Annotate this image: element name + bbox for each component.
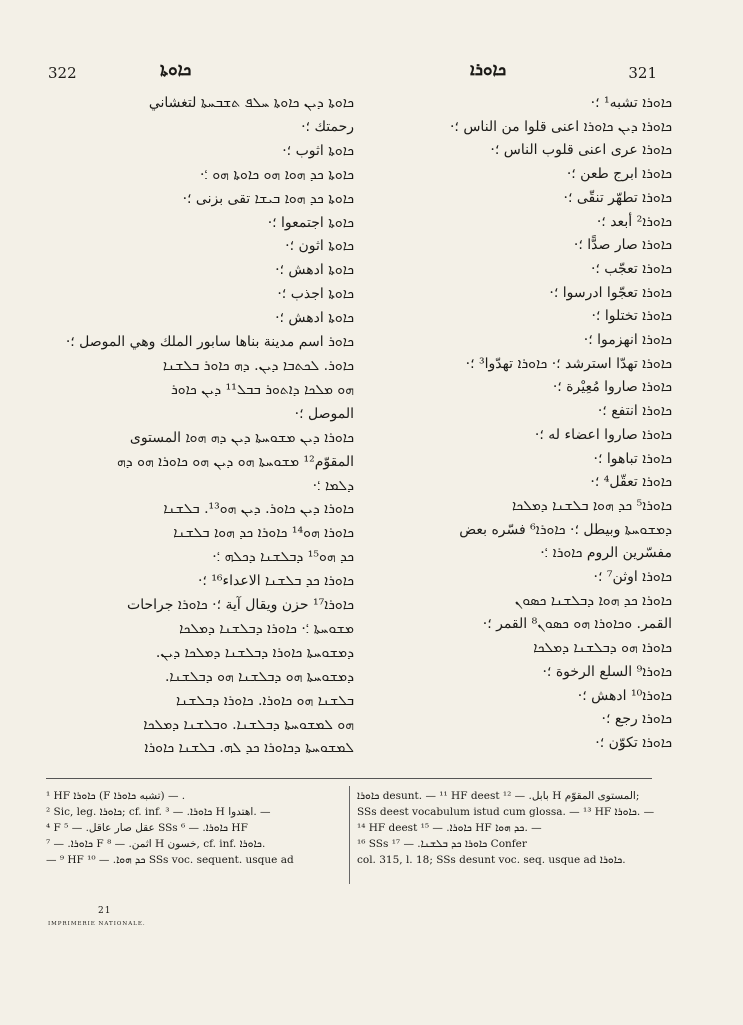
entry-line: ܟܐܘܪ اسم مدينة بناها سابور الملك وهي الموصل ؛· [65,334,354,351]
entry-line: ܟܐܘܬܐ ادهش ؛· [275,310,354,327]
right-running-title: ܟܐܘܪܐ [470,60,507,80]
entry-line: ܟܐܘܬܐ ܕܝܢ ܟܐܘܬܐ ܚܠܦ ܬܫܒܚܬܐ لتغشاني [148,95,354,111]
entry-line: ܟܐܘܪܐ ܟܕ ܒܠܫܢܐ الاعداء¹⁶ ؛· [197,573,354,590]
entry-line: ܟܐܘܪܐ ܗܘ¹⁴ ܟܐܘܪܐ ܟܕ ܗܘܐ ܒܠܫܢܐ [173,525,354,542]
entry-line: ܕܡܫܘܚܬܐ ܟܐܘܪܐ ܕܒܠܫܢܐ ܕܡܠܟܐ ܕܝܢ. [155,644,354,661]
footnote-line: — ⁹ HF ܟܕ ܗܘܐ. — ¹⁰ SSs voc. sequent. usque ad [46,854,294,866]
entry-line: ܟܐܘܪ. ܠܟܬܒܐ ܕܝܢ. ܕܗ ܟܐܘܪ ܒܠܫܢܐ [162,357,354,374]
imprint-line: IMPRIMERIE NATIONALE. [48,921,146,927]
left-column [38,92,354,764]
footnote-line: ² Sic, leg. ܟܐܘܪܐ; cf. inf. ܟܐܘܪܐ. — ³ H اهتدوا. — [46,806,271,818]
entry-line: ܟܐܘܪܐ¹⁰ ادهش ؛· [577,687,672,704]
entry-line: ܟܕ ܗܘ¹⁵ ܕܒܠܫܢܐ ܕܟܠܗ ؛· [212,549,354,566]
entry-line: ܟܐܘܪܐ² أبعد ؛· [596,213,672,230]
entry-line: المقوّم¹² ܡܫܘܚܬܐ ܗܘ ܕܝܢ ܗܘ ܟܐܘܪܐ ܗܘ ܕܗ [117,453,354,470]
footnote-line: ⁴ F عقل صار عاقل. — ⁵ SSs ܟܐܘܪܐ. — ⁶ HF [46,822,248,834]
footnote-line: ¹ HF ܟܐܘܪܐ (F تشبه ܟܐܘܪܐ) — . [46,790,186,802]
entry-line: ܡܫܘܚܬܐ ؛· ܟܐܘܪܐ ܕܒܠܫܢܐ ܕܡܠܟܐ [179,620,354,637]
entry-line: ܟܐܘܬܐ اثون ؛· [285,238,354,255]
entry-line: ܕܡܫܘܚܬܐ ܗܘ ܕܒܠܫܢܐ ܗܘ ܕܒܠܫܢܐ. [164,668,354,685]
entry-line: ܟܐܘܪܐ تعقّل⁴ ؛· [590,474,672,491]
entry-line: ܟܐܘܪܐ تعجّوا ادرسوا ؛· [549,284,672,301]
right-column [356,92,672,764]
left-page-number: 322 [48,64,77,82]
entry-line: ܟܐܘܪܐ ابرج طعن ؛· [566,166,672,183]
footnote-line: SSs deest vocabulum istud cum glossa. — ¹³ HF ܟܐܘܪܐ. — [357,806,655,818]
footnote-line: ܟܐܘܪܐ. — ⁷ F اثمن. — ⁸ H خسون, cf. inf. ܟܐܘܪܐ. [46,838,266,850]
footnote-rule [46,778,652,779]
left-running-title: ܟܐܘܬܐ [160,60,192,80]
footnote-line: ¹⁴ HF deest ܟܐܘܪܐ. — ¹⁵ HF ܟܕ ܗܘܐ. — [357,822,542,834]
entry-line: ܟܐܘܪܐ عرى اعنى قلوب الناس ؛· [490,142,672,159]
entry-line: ܟܐܘܪܐ اوثن⁷ ؛· [593,569,672,586]
footnote-line: ܟܐܘܪܐ desunt. — ¹¹ HF deest بابل. — ¹² H المستوى المقوّم; [357,790,640,802]
entry-line: ܟܐܘܪܐ تعجّب ؛· [590,260,672,277]
entry-line: ܕܡܫܘܚܬܐ وبيطل ؛· ܟܐܘܪܐ⁶ فسّره بعض [459,521,672,538]
entry-line: ܟܐܘܪܐ صاروا مُعِيْرة ؛· [552,379,672,396]
entry-line: مفسّرين الروم ܟܐܘܪܐ ؛· [540,545,672,562]
entry-line: ܟܐܘܬܐ ܟܕ ܗܘܐ ܒܝܫܐ تقى بزنى ؛· [182,190,354,207]
entry-line: ܟܐܘܪܐ⁹ السلع الرخوة ؛· [542,663,672,680]
entry-line: رحمتك ؛· [301,118,354,135]
entry-line: ܟܐܘܪܐ تشبه¹ ؛· [590,95,672,111]
entry-line: ܟܐܘܪܐ¹⁷ حزن ويقال آية ؛· ܟܐܘܪܐ جراحات [127,597,354,614]
entry-line: ܟܐܘܪܐ صار صدًّا ؛· [573,237,672,254]
entry-line: ܟܐܘܪܐ تهدّا استرشد ؛· ܟܐܘܪܐ تهدّوا³ ؛· [465,355,672,372]
signature-mark: 21 [98,906,112,916]
entry-line: ܟܐܘܬܐ ܟܕ ܗܘܐ ܗܘ ܟܐܘܬܐ ܗܘ ؛· [199,166,354,183]
entry-line: ܟܐܘܪܐ ܕܝܢ ܟܐܘܪ. ܕܝܢ ܗܘ¹³. ܒܠܫܢܐ [163,501,354,518]
entry-line: القمر. ܘܟܐܘܪܐ ܗܘ ܟܣܘܢ⁸ القمر ؛· [482,616,672,633]
entry-line: ܟܐܘܬܐ اجتمعوا ؛· [267,214,354,231]
entry-line: ܟܐܘܪܐ⁵ ܟܕ ܗܘܐ ܒܠܫܢܐ ܕܡܠܟܐ [511,497,672,514]
entry-line: ܟܐܘܪܐ انهزموا ؛· [583,332,672,349]
entry-line: ܟܐܘܪܐ رجع ؛· [601,711,672,728]
entry-line: ܠܡܫܘܚܬܐ ܕܟܐܘܪܐ ܟܕ ܠܗ. ܒܠܫܢܐ ܟܐܘܪܐ [144,740,354,757]
footnote-line: col. 315, l. 18; SSs desunt voc. seq. usque ad ܟܐܘܪܐ. [357,854,626,866]
entry-line: ܗܘ ܡܠܟܐ ܕܐܬܘܪ ܒܒܠ¹¹ ܕܝܢ ܟܐܘܪ [170,381,354,398]
entry-line: ܒܠܫܢܐ ܗܘ ܟܐܘܪܐ. ܟܐܘܪܐ ܕܒܠܫܢܐ [176,692,354,709]
entry-line: ܟܐܘܪܐ تباهوا ؛· [593,450,672,467]
entry-line: ܟܐܘܪܐ ܟܕ ܗܘܐ ܕܒܠܫܢܐ ܟܣܘܢ [514,592,672,609]
entry-line: ܟܐܘܬܐ اثوب ؛· [282,142,354,159]
entry-line: ܟܐܘܪܐ ܕܝܢ ܟܐܘܪܐ اعنى قلوا من الناس ؛· [449,118,672,135]
footnotes-left [46,788,344,888]
entry-line: ܟܐܘܪܐ ܗܘ ܕܒܠܫܢܐ ܕܡܠܟܐ [533,640,672,657]
entry-line: ܟܐܘܪܐ انتفع ؛· [597,403,672,420]
entry-line: ܟܐܘܪܐ تختلوا ؛· [591,308,672,325]
entry-line: ܟܐܘܬܐ اجذب ؛· [277,286,354,303]
footnotes-right [357,788,655,888]
footnote-divider [349,786,350,884]
entry-line: ܟܐܘܪܐ صاروا اعضاء له ؛· [534,426,672,443]
entry-line: ܟܐܘܪܐ تكوّن ؛· [595,734,672,751]
entry-line: ܟܐܘܬܐ ادهش ؛· [275,262,354,279]
footnote-line: ¹⁶ SSs ܟܐܘܪܐ ܟܕ ܒܠܫܢܐ. — ¹⁷ Confer [357,838,527,850]
entry-line: ܕܠܡܐ ؛· [312,477,354,494]
entry-line: ܟܐܘܪܐ ܕܝܢ ܡܫܘܚܬܐ ܕܝܢ ܕܗ ܗܘܐ المستوى [129,429,354,446]
right-page-number: 321 [628,64,657,82]
entry-line: الموصل ؛· [294,405,354,422]
entry-line: ܟܐܘܪܐ تطهّر تنقّى ؛· [563,189,672,206]
entry-line: ܗܘ ܠܡܫܘܚܬܐ ܕܒܠܫܢܐ. ܘܒܠܫܢܐ ܕܡܠܟܐ [143,716,354,733]
